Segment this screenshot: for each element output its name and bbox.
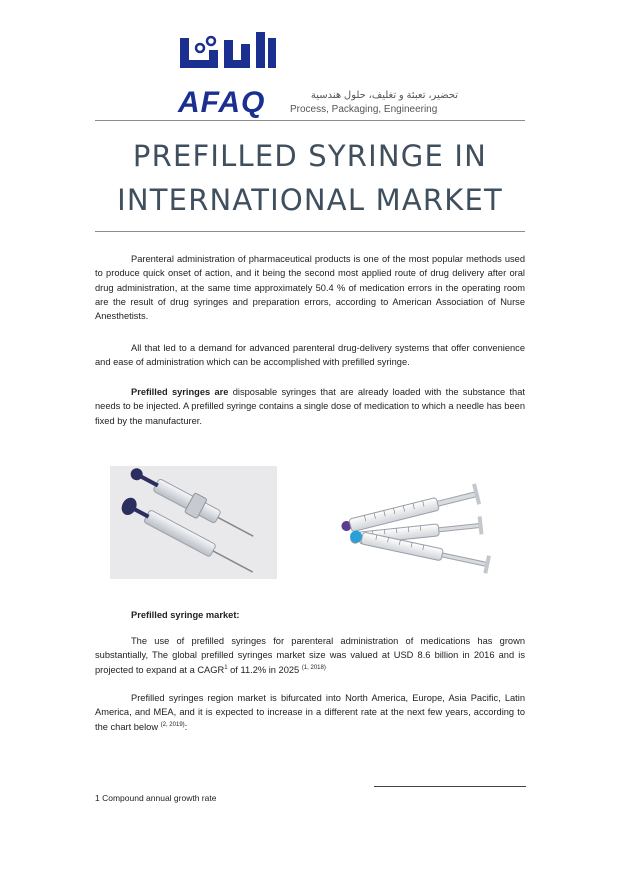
footnote-ref-1: 1 xyxy=(224,664,228,671)
prefilled-syringe-photo-1 xyxy=(110,466,277,579)
header-rule-bottom xyxy=(95,231,525,232)
logo-tagline-arabic: تحضير، تعبئة و تغليف، حلول هندسية xyxy=(310,90,458,101)
syringe-illustration-2 xyxy=(333,458,503,590)
logo-tagline-english: Process, Packaging, Engineering xyxy=(290,104,438,115)
logo-wordmark: AFAQ xyxy=(178,86,266,119)
definition-bold: Prefilled syringes are xyxy=(131,387,229,397)
syringe-illustration-1 xyxy=(110,466,277,579)
citation-2: (2, 2019) xyxy=(160,721,185,728)
title-line-2: INTERNATIONAL MARKET xyxy=(117,183,503,217)
citation-1: (1, 2018) xyxy=(301,664,326,671)
paragraph-intro: Parenteral administration of pharmaceutical products is one of the most popular methods used to produce quick onset of action, and it being the second most applied route of drug delivery after oral drug administration, at the same time approximately 50.4 % of medication errors in the operating room are the result of drug syringes and preparation errors, according to American Association of Nurse Anesthetists. xyxy=(95,254,525,322)
footnote-rule xyxy=(374,786,526,787)
title-line-1: PREFILLED SYRINGE IN xyxy=(132,139,488,173)
footnote-cagr: 1 Compound annual growth rate xyxy=(95,793,217,803)
prefilled-syringe-photo-2 xyxy=(333,458,503,590)
paragraph-demand: All that led to a demand for advanced parenteral drug-delivery systems that offer convenience and ease of administration which can be accomplished with prefilled syringe. xyxy=(95,343,525,368)
paragraph-region-market: Prefilled syringes region market is bifurcated into North America, Europe, Asia Pacific, Latin America, and MEA, and it is expected to increase in a different rate at the next few years, according to the chart below $^{(2, 2019)}$: xyxy=(95,693,525,732)
page-title xyxy=(80,134,540,222)
header-rule-top xyxy=(95,120,525,121)
afaq-logo xyxy=(178,28,468,119)
section-heading-market: Prefilled syringe market: xyxy=(131,610,240,620)
paragraph-definition: Prefilled syringes are disposable syringes that are already loaded with the substance that needs to be injected. A prefilled syringe contains a single dose of medication to which a needle has been fixed by the manufacturer. xyxy=(95,387,525,426)
paragraph-market-size: The use of prefilled syringes for parenteral administration of medications has grown substantially, The global prefilled syringes market size was valued at USD 8.6 billion in 2016 and is projected to expand at a CAGR$^1$ of 11.2% in 2025 $^{(1, 2018)}$ xyxy=(95,636,525,675)
